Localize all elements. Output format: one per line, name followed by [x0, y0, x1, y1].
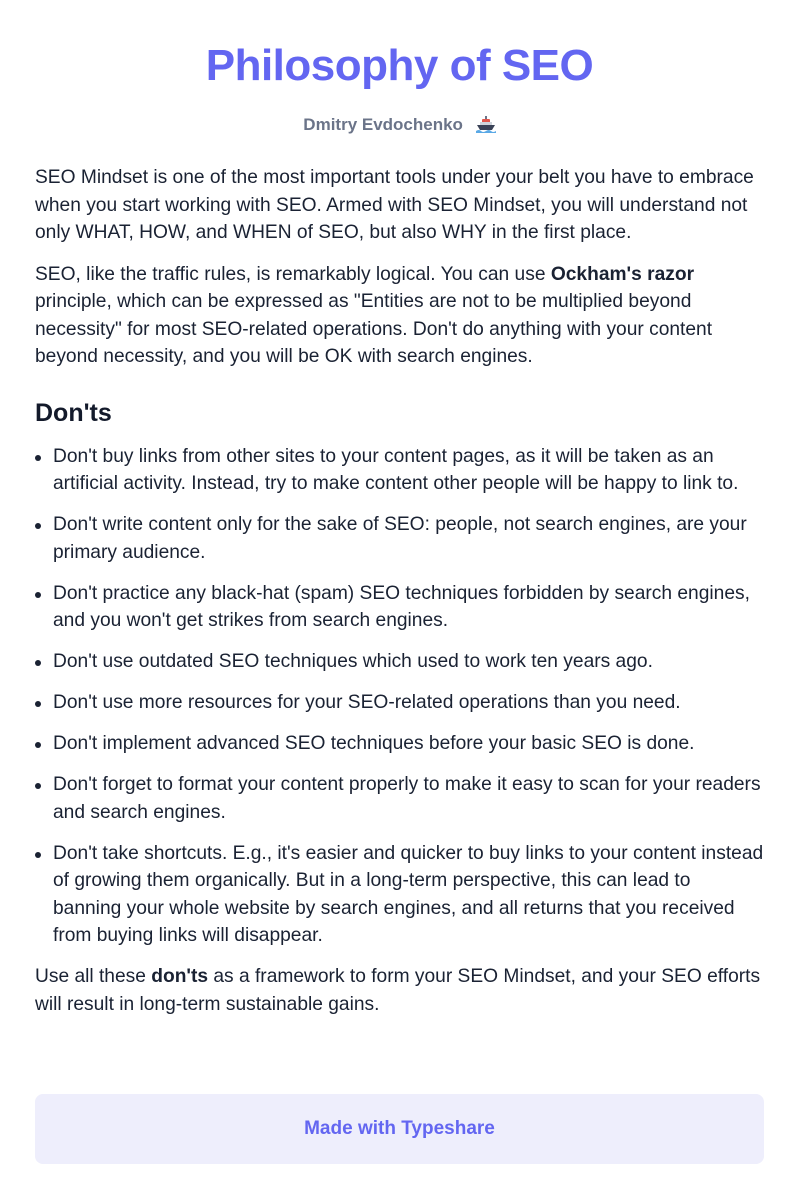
donts-bold: don'ts	[151, 966, 209, 987]
section-heading-donts: Don'ts	[35, 398, 112, 427]
intro-paragraph-2	[35, 261, 764, 371]
footer-label[interactable]: Made with Typeshare	[304, 1118, 495, 1139]
list-item: Don't implement advanced SEO techniques before your basic SEO is done.	[35, 730, 764, 758]
made-with-typeshare-banner[interactable]	[35, 1094, 764, 1164]
intro-paragraph-1-text: SEO Mindset is one of the most important tools under your belt you have to embrace when you start working with SEO. Armed with SEO Mindset, you will understand not only WHAT, HOW, and WHEN of SEO, but also WHY in the first place.	[35, 167, 754, 243]
list-item: Don't buy links from other sites to your content pages, as it will be taken as an artificial activity. Instead, try to make content other people will be happy to link to.	[35, 443, 764, 498]
list-item: Don't practice any black-hat (spam) SEO techniques forbidden by search engines, and you won't get strikes from search engines.	[35, 580, 764, 635]
intro-paragraph-2-text-before: SEO, like the traffic rules, is remarkably logical. You can use	[35, 263, 551, 285]
intro-paragraph-1	[35, 164, 764, 247]
conclusion-text-after: as a framework to form your SEO Mindset, and your SEO efforts will result in long-term sustainable gains.	[35, 966, 761, 1015]
list-item: Don't use more resources for your SEO-related operations than you need.	[35, 689, 764, 717]
author-line	[0, 114, 799, 136]
page-title: Philosophy of SEO	[205, 41, 594, 90]
article-body	[35, 164, 764, 1032]
author-name: Dmitry Evdochenko	[303, 115, 463, 134]
list-item: Don't write content only for the sake of SEO: people, not search engines, are your primary audience.	[35, 511, 764, 566]
list-item: Don't take shortcuts. E.g., it's easier and quicker to buy links to your content instead of growing them organically. But in a long-term perspective, this can lead to banning your whole website by search engines, and all returns that you received from buying links will disappear.	[35, 840, 764, 950]
conclusion-paragraph	[35, 963, 764, 1018]
conclusion-text-before: Use all these	[35, 966, 152, 987]
list-item: Don't use outdated SEO techniques which used to work ten years ago.	[35, 648, 764, 676]
ship-icon	[476, 115, 496, 133]
donts-list	[35, 443, 764, 950]
ockhams-razor-bold: Ockham's razor	[550, 263, 695, 285]
intro-paragraph-2-text-after: principle, which can be expressed as "Entities are not to be multiplied beyond necessity" for most SEO-related operations. Don't do anything with your content beyond necessity, and you will be OK with search engines.	[35, 291, 713, 367]
list-item: Don't forget to format your content properly to make it easy to scan for your readers and search engines.	[35, 771, 764, 826]
